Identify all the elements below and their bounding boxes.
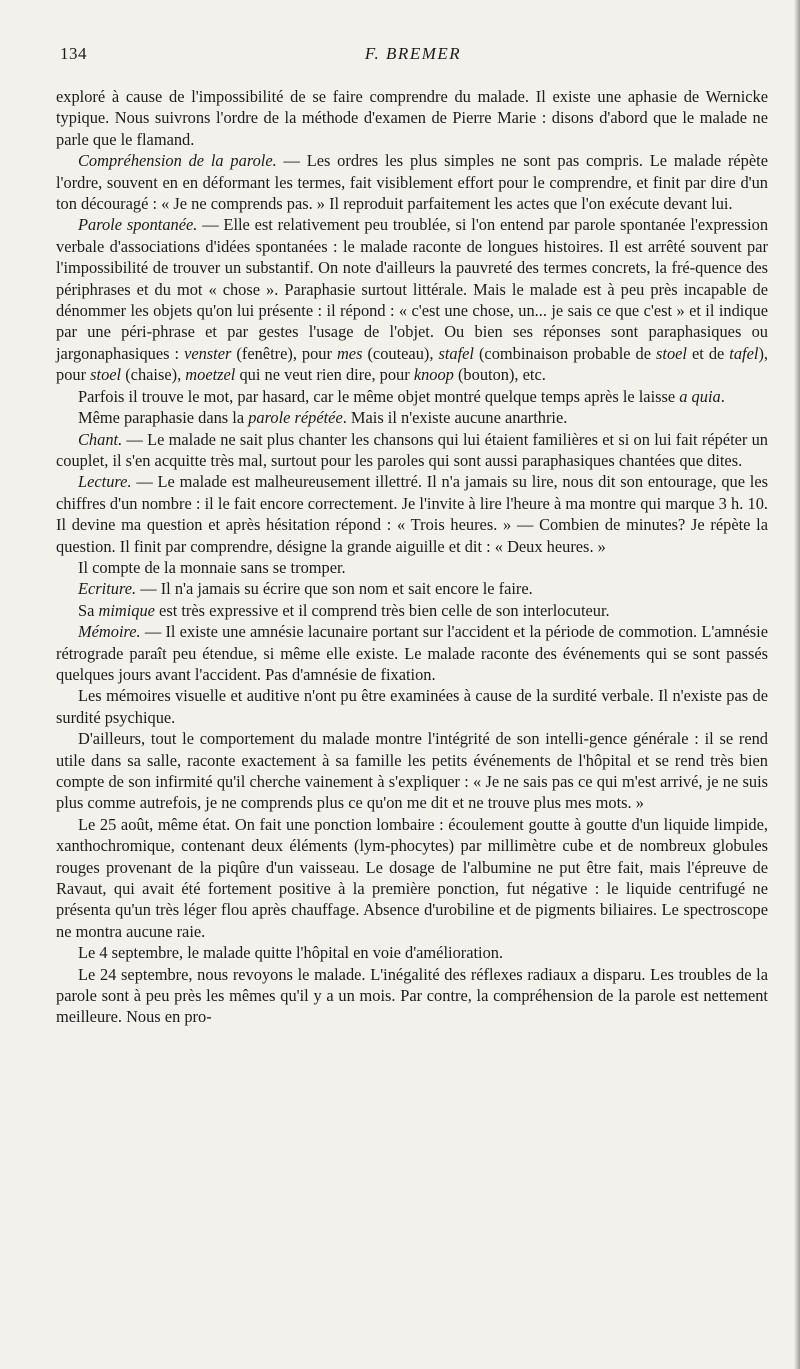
paragraph: Compréhension de la parole. — Les ordres les plus simples ne sont pas compris. Le malade répète l'ordre, souvent en en déformant les termes, fait visiblement effort pour le comprendre, et finit par dire d'un ton découragé : « Je ne comprends pas. » Il reproduit parfaitement les actes que l'on exécute devant lui. bbox=[56, 151, 768, 214]
paragraph: Il compte de la monnaie sans se tromper. bbox=[78, 557, 346, 577]
paragraph: D'ailleurs, tout le comportement du malade montre l'intégrité de son intelli-gence générale : il se rend utile dans sa salle, raconte exactement à sa famille les petits événements de l'hôpital et se rend très bien compte de son infirmité qu'il cherche vainement à s'expliquer : « Je ne sais pas ce qui m'est arrivé, je ne suis plus comme autrefois, je ne comprends plus ce qu'on me dit et ne trouve plus mes mots. » bbox=[56, 729, 768, 813]
paragraph: Les mémoires visuelle et auditive n'ont pu être examinées à cause de la surdité verbale. Il n'existe pas de surdité psychique. bbox=[56, 686, 768, 727]
paragraph: exploré à cause de l'impossibilité de se faire comprendre du malade. Il existe une aphasie de Wernicke typique. Nous suivrons l'ordre de la méthode d'examen de Pierre Marie : disons d'abord que le malade ne parle que le flamand. bbox=[56, 87, 768, 149]
paragraph: Chant. — Le malade ne sait plus chanter les chansons qui lui étaient familières et si on lui fait répéter un couplet, il s'en acquitte très mal, surtout pour les paroles qui sont aussi paraphasiques chantées que dites. bbox=[56, 429, 768, 470]
body-text bbox=[56, 86, 768, 1028]
paragraph: Parfois il trouve le mot, par hasard, car le même objet montré quelque temps après le laisse a quia. bbox=[78, 386, 725, 406]
running-title: F. BREMER bbox=[364, 44, 462, 63]
paragraph: Le 25 août, même état. On fait une ponction lombaire : écoulement goutte à goutte d'un liquide limpide, xanthochromique, contenant deux éléments (lym-phocytes) par millimètre cube et de nombreux globules rouges provenant de la piqûre d'un vaisseau. Le dosage de l'albumine ne put être fait, mais l'épreuve de Ravaut, qui avait été fortement positive à la première ponction, fut négative : le liquide centrifugé ne présenta qu'un très léger flou après chauffage. Absence d'urobiline et de pigments biliaires. Le spectroscope ne montra aucune raie. bbox=[56, 814, 768, 941]
paragraph: Même paraphasie dans la parole répétée. Mais il n'existe aucune anarthrie. bbox=[78, 408, 568, 428]
page-edge-shadow bbox=[794, 0, 800, 1369]
page-header bbox=[60, 44, 766, 74]
paragraph: Mémoire. — Il existe une amnésie lacunaire portant sur l'accident et la période de commotion. L'amnésie rétrograde paraît peu étendue, si même elle existe. Le malade raconte des événements qui se sont passés quelques jours avant l'accident. Pas d'amnésie de fixation. bbox=[56, 622, 768, 684]
paragraph: Le 4 septembre, le malade quitte l'hôpital en voie d'amélioration. bbox=[78, 943, 504, 963]
paragraph: Ecriture. — Il n'a jamais su écrire que son nom et sait encore le faire. bbox=[78, 579, 533, 599]
paragraph: Le 24 septembre, nous revoyons le malade. L'inégalité des réflexes radiaux a disparu. Les troubles de la parole sont à peu près les mêmes qu'il y a un mois. Par contre, la compréhension de la parole est nettement meilleure. Nous en pro- bbox=[56, 964, 768, 1027]
paragraph: Parole spontanée. — Elle est relativement peu troublée, si l'on entend par parole spontanée l'expression verbale d'associations d'idées spontanées : le malade raconte de longues histoires. Il est arrêté souvent par l'impossibilité de trouver un substantif. On note d'ailleurs la pauvreté des termes concrets, la fré-quence des périphrases et du mot « chose ». Paraphasie surtout littérale. Mais le malade est à peu près incapable de dénommer les objets qu'on lui présente : il répond : « c'est une chose, un... je sais ce que c'est » et il indique par une péri-phrase et par gestes l'usage de l'objet. Ou bien ses réponses sont paraphasiques ou jargonaphasiques : venster (fenêtre), pour mes (couteau), stafel (combinaison probable de stoel et de tafel), pour stoel (chaise), moetzel qui ne veut rien dire, pour knoop (bouton), etc. bbox=[56, 215, 769, 385]
paragraph: Lecture. — Le malade est malheureusement illettré. Il n'a jamais su lire, nous dit son entourage, que les chiffres d'un nombre : il le fait encore correctement. Je l'invite à lire l'heure à ma montre qui marque 3 h. 10. Il devine ma question et après hésitation répond : « Trois heures. » — Combien de minutes? Je répète la question. Il finit par comprendre, désigne la grande aiguille et dit : « Deux heures. » bbox=[56, 472, 768, 556]
page-number: 134 bbox=[60, 44, 87, 63]
paragraph: Sa mimique est très expressive et il comprend très bien celle de son interlocuteur. bbox=[78, 600, 610, 620]
